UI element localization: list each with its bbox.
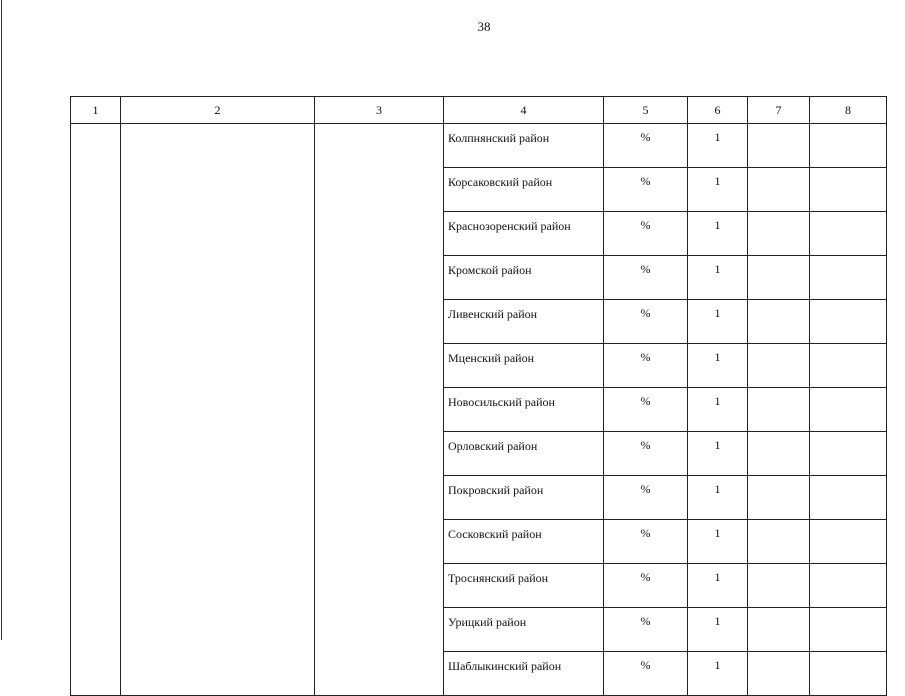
- col-7-cell: [748, 608, 810, 652]
- unit-cell: %: [604, 608, 688, 652]
- col-7-cell: [748, 388, 810, 432]
- col-8-cell: [810, 124, 887, 168]
- col-8-cell: [810, 300, 887, 344]
- unit-cell: %: [604, 564, 688, 608]
- unit-cell: %: [604, 256, 688, 300]
- col-8-cell: [810, 388, 887, 432]
- district-name: Колпнянский район: [444, 124, 604, 168]
- unit-cell: %: [604, 652, 688, 696]
- col-8-cell: [810, 476, 887, 520]
- col-8-cell: [810, 652, 887, 696]
- value-cell: 1: [688, 168, 748, 212]
- col-8-cell: [810, 344, 887, 388]
- unit-cell: %: [604, 388, 688, 432]
- value-cell: 1: [688, 124, 748, 168]
- unit-cell: %: [604, 168, 688, 212]
- col-8-cell: [810, 608, 887, 652]
- district-name: Новосильский район: [444, 388, 604, 432]
- col-7-cell: [748, 168, 810, 212]
- header-col-3: 3: [315, 97, 444, 124]
- col-8-cell: [810, 432, 887, 476]
- col-7-cell: [748, 476, 810, 520]
- table-row: [71, 124, 887, 168]
- district-name: Орловский район: [444, 432, 604, 476]
- header-col-2: 2: [121, 97, 315, 124]
- col-3-blank: [315, 124, 444, 696]
- col-8-cell: [810, 168, 887, 212]
- header-col-1: 1: [71, 97, 121, 124]
- unit-cell: %: [604, 520, 688, 564]
- col-7-cell: [748, 564, 810, 608]
- value-cell: 1: [688, 476, 748, 520]
- col-8-cell: [810, 520, 887, 564]
- table-body: [71, 124, 887, 696]
- unit-cell: %: [604, 476, 688, 520]
- col-7-cell: [748, 256, 810, 300]
- value-cell: 1: [688, 256, 748, 300]
- unit-cell: %: [604, 344, 688, 388]
- value-cell: 1: [688, 564, 748, 608]
- col-1-blank: [71, 124, 121, 696]
- page-left-border: [1, 0, 2, 640]
- header-col-6: 6: [688, 97, 748, 124]
- district-name: Покровский район: [444, 476, 604, 520]
- value-cell: 1: [688, 520, 748, 564]
- district-name: Троснянский район: [444, 564, 604, 608]
- unit-cell: %: [604, 300, 688, 344]
- header-col-4: 4: [444, 97, 604, 124]
- header-row: [71, 97, 887, 124]
- col-7-cell: [748, 432, 810, 476]
- value-cell: 1: [688, 388, 748, 432]
- value-cell: 1: [688, 608, 748, 652]
- district-name: Ливенский район: [444, 300, 604, 344]
- unit-cell: %: [604, 432, 688, 476]
- col-8-cell: [810, 212, 887, 256]
- district-name: Мценский район: [444, 344, 604, 388]
- indicator-table: [70, 96, 887, 696]
- col-7-cell: [748, 344, 810, 388]
- district-name: Урицкий район: [444, 608, 604, 652]
- value-cell: 1: [688, 300, 748, 344]
- value-cell: 1: [688, 344, 748, 388]
- header-col-5: 5: [604, 97, 688, 124]
- district-name: Краснозоренский район: [444, 212, 604, 256]
- col-7-cell: [748, 212, 810, 256]
- header-col-7: 7: [748, 97, 810, 124]
- page-number: 38: [477, 19, 491, 34]
- unit-cell: %: [604, 124, 688, 168]
- col-7-cell: [748, 300, 810, 344]
- col-8-cell: [810, 256, 887, 300]
- header-col-8: 8: [810, 97, 887, 124]
- unit-cell: %: [604, 212, 688, 256]
- col-8-cell: [810, 564, 887, 608]
- value-cell: 1: [688, 212, 748, 256]
- value-cell: 1: [688, 432, 748, 476]
- col-7-cell: [748, 652, 810, 696]
- district-name: Сосковский район: [444, 520, 604, 564]
- col-7-cell: [748, 520, 810, 564]
- district-name: Шаблыкинский район: [444, 652, 604, 696]
- district-name: Кромской район: [444, 256, 604, 300]
- value-cell: 1: [688, 652, 748, 696]
- col-2-blank: [121, 124, 315, 696]
- col-7-cell: [748, 124, 810, 168]
- district-name: Корсаковский район: [444, 168, 604, 212]
